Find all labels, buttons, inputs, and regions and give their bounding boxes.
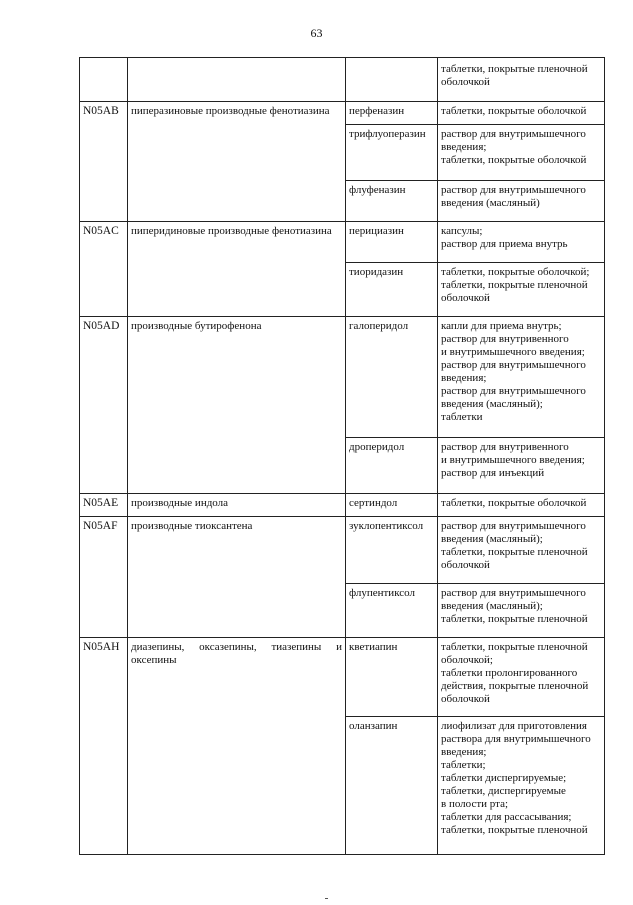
drug-name-cell: галоперидол: [346, 317, 438, 438]
dosage-form-cell: таблетки, покрытые пленочной оболочкой; таблетки пролонгированного действия, покрытые пленочной оболочкой: [438, 638, 605, 717]
drug-name-cell: трифлуоперазин: [346, 125, 438, 181]
table-row: [80, 517, 605, 584]
atc-code-cell: [80, 58, 128, 102]
drug-name-cell: флуфеназин: [346, 181, 438, 222]
group-cell: производные тиоксантена: [128, 517, 346, 638]
atc-code-cell: N05AH: [80, 638, 128, 855]
dosage-form-cell: таблетки, покрытые оболочкой: [438, 102, 605, 125]
page-number: 63: [310, 26, 323, 40]
table-row: [80, 638, 605, 717]
atc-code-cell: N05AE: [80, 494, 128, 517]
drug-name-cell: дроперидол: [346, 438, 438, 494]
drug-name-cell: флупентиксол: [346, 584, 438, 638]
dosage-form-cell: таблетки, покрытые оболочкой; таблетки, покрытые пленочной оболочкой: [438, 263, 605, 317]
dosage-form-cell: раствор для внутримышечного введения (масляный): [438, 181, 605, 222]
atc-code-cell: N05AD: [80, 317, 128, 494]
drug-name-cell: сертиндол: [346, 494, 438, 517]
group-cell: производные индола: [128, 494, 346, 517]
atc-code-cell: N05AC: [80, 222, 128, 317]
dosage-form-cell: капли для приема внутрь; раствор для внутривенного и внутримышечного введения; раствор для внутримышечного введения; раствор для внутримышечного введения (масляный); таблетки: [438, 317, 605, 438]
dosage-form-cell: таблетки, покрытые оболочкой: [438, 494, 605, 517]
dosage-form-cell: таблетки, покрытые пленочной оболочкой: [438, 58, 605, 102]
dosage-form-cell: лиофилизат для приготовления раствора для внутримышечного введения; таблетки; таблетки диспергируемые; таблетки, диспергируемые в полости рта; таблетки для рассасывания; таблетки, покрытые пленочной: [438, 717, 605, 855]
dosage-form-cell: раствор для внутривенного и внутримышечного введения; раствор для инъекций: [438, 438, 605, 494]
table-row: [80, 317, 605, 438]
group-cell: пиперазиновые производные фенотиазина: [128, 102, 346, 222]
atc-code-cell: N05AF: [80, 517, 128, 638]
table-row: [80, 58, 605, 102]
drug-name-cell: [346, 58, 438, 102]
scan-mark: [325, 898, 328, 899]
table-row: [80, 222, 605, 263]
dosage-form-cell: раствор для внутримышечного введения (масляный); таблетки, покрытые пленочной оболочкой: [438, 517, 605, 584]
drug-name-cell: перициазин: [346, 222, 438, 263]
group-cell: диазепины, оксазепины, тиазепины и оксепины: [128, 638, 346, 855]
drug-table: [79, 57, 605, 855]
table-row: [80, 102, 605, 125]
drug-name-cell: кветиапин: [346, 638, 438, 717]
table-row: [80, 494, 605, 517]
drug-name-cell: перфеназин: [346, 102, 438, 125]
group-cell: [128, 58, 346, 102]
drug-name-cell: зуклопентиксол: [346, 517, 438, 584]
dosage-form-cell: раствор для внутримышечного введения (масляный); таблетки, покрытые пленочной: [438, 584, 605, 638]
dosage-form-cell: капсулы; раствор для приема внутрь: [438, 222, 605, 263]
dosage-form-cell: раствор для внутримышечного введения; таблетки, покрытые оболочкой: [438, 125, 605, 181]
group-cell: пиперидиновые производные фенотиазина: [128, 222, 346, 317]
drug-name-cell: тиоридазин: [346, 263, 438, 317]
drug-name-cell: оланзапин: [346, 717, 438, 855]
group-cell: производные бутирофенона: [128, 317, 346, 494]
atc-code-cell: N05AB: [80, 102, 128, 222]
